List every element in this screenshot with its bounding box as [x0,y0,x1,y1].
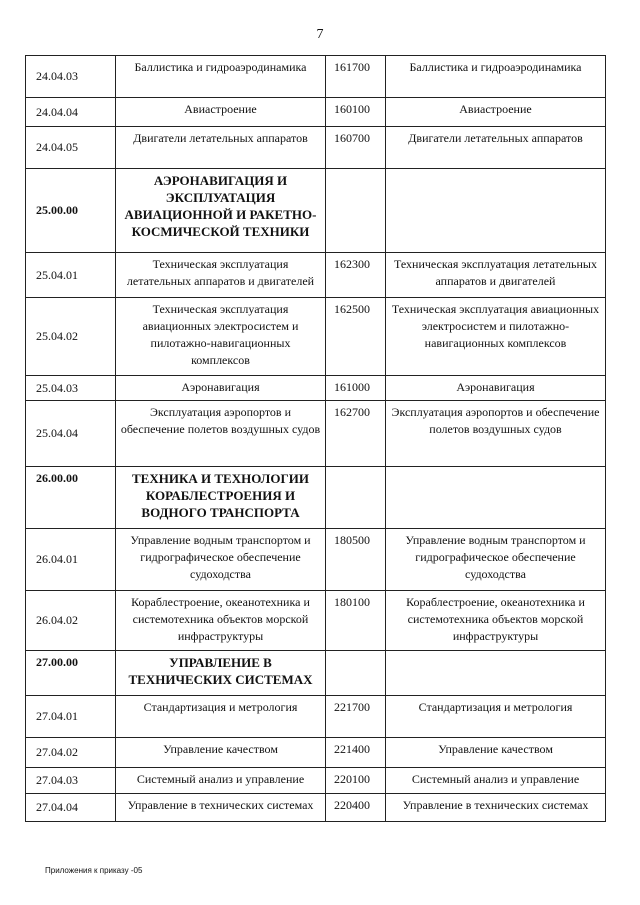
code-cell: 27.04.03 [26,768,116,794]
code-cell: 25.04.01 [26,253,116,298]
old-name-cell: Управление водным транспортом и гидрографическое обеспечение судоходства [386,529,606,591]
code-cell: 25.04.04 [26,401,116,467]
code-cell: 27.04.01 [26,696,116,738]
name-cell: Баллистика и гидроаэродинамика [116,56,326,98]
table-row [26,376,606,401]
name-cell: Техническая эксплуатация летательных аппаратов и двигателей [116,253,326,298]
old-code-cell: 180100 [326,591,386,651]
old-name-cell [386,169,606,253]
group-code-cell: 26.00.00 [26,467,116,529]
old-name-cell: Техническая эксплуатация летательных аппаратов и двигателей [386,253,606,298]
group-name-cell: УПРАВЛЕНИЕ В ТЕХНИЧЕСКИХ СИСТЕМАХ [116,651,326,696]
old-code-cell: 180500 [326,529,386,591]
table-row [26,768,606,794]
old-name-cell: Управление качеством [386,738,606,768]
old-name-cell: Баллистика и гидроаэродинамика [386,56,606,98]
old-name-cell: Кораблестроение, океанотехника и системотехника объектов морской инфраструктуры [386,591,606,651]
group-name-cell: АЭРОНАВИГАЦИЯ И ЭКСПЛУАТАЦИЯ АВИАЦИОННОЙ И РАКЕТНО-КОСМИЧЕСКОЙ ТЕХНИКИ [116,169,326,253]
old-code-cell: 221700 [326,696,386,738]
name-cell: Кораблестроение, океанотехника и системотехника объектов морской инфраструктуры [116,591,326,651]
group-code-cell: 27.00.00 [26,651,116,696]
old-name-cell: Двигатели летательных аппаратов [386,127,606,169]
name-cell: Управление водным транспортом и гидрографическое обеспечение судоходства [116,529,326,591]
old-name-cell: Техническая эксплуатация авиационных электросистем и пилотажно-навигационных комплексов [386,298,606,376]
code-cell: 27.04.04 [26,794,116,822]
code-cell: 25.04.03 [26,376,116,401]
old-name-cell: Управление в технических системах [386,794,606,822]
page-number: 7 [316,27,324,42]
code-cell: 25.04.02 [26,298,116,376]
table-row [26,298,606,376]
group-code-cell: 25.00.00 [26,169,116,253]
old-code-cell: 160700 [326,127,386,169]
table-row [26,794,606,822]
old-name-cell: Системный анализ и управление [386,768,606,794]
old-name-cell: Аэронавигация [386,376,606,401]
code-cell: 24.04.04 [26,98,116,127]
old-code-cell: 220400 [326,794,386,822]
table-group-row [26,169,606,253]
old-code-cell: 162500 [326,298,386,376]
table-row [26,56,606,98]
name-cell: Эксплуатация аэропортов и обеспечение полетов воздушных судов [116,401,326,467]
old-code-cell: 161000 [326,376,386,401]
table-row [26,591,606,651]
table-group-row [26,467,606,529]
code-cell: 24.04.05 [26,127,116,169]
code-cell: 27.04.02 [26,738,116,768]
table-row [26,529,606,591]
table-row [26,738,606,768]
old-code-cell [326,169,386,253]
code-cell: 26.04.02 [26,591,116,651]
old-name-cell: Стандартизация и метрология [386,696,606,738]
code-cell: 24.04.03 [26,56,116,98]
group-name-cell: ТЕХНИКА И ТЕХНОЛОГИИ КОРАБЛЕСТРОЕНИЯ И ВОДНОГО ТРАНСПОРТА [116,467,326,529]
table-group-row [26,651,606,696]
old-name-cell: Эксплуатация аэропортов и обеспечение полетов воздушных судов [386,401,606,467]
old-code-cell: 162300 [326,253,386,298]
old-code-cell: 220100 [326,768,386,794]
old-name-cell [386,651,606,696]
table-row [26,127,606,169]
name-cell: Техническая эксплуатация авиационных электросистем и пилотажно-навигационных комплексов [116,298,326,376]
old-name-cell: Авиастроение [386,98,606,127]
old-code-cell: 160100 [326,98,386,127]
name-cell: Управление качеством [116,738,326,768]
code-cell: 26.04.01 [26,529,116,591]
name-cell: Системный анализ и управление [116,768,326,794]
old-code-cell [326,467,386,529]
name-cell: Стандартизация и метрология [116,696,326,738]
name-cell: Управление в технических системах [116,794,326,822]
specialties-table [25,55,606,822]
footer-note: Приложения к приказу -05 [45,866,143,875]
table-row [26,696,606,738]
name-cell: Авиастроение [116,98,326,127]
old-code-cell [326,651,386,696]
name-cell: Двигатели летательных аппаратов [116,127,326,169]
table-row [26,98,606,127]
old-code-cell: 221400 [326,738,386,768]
old-code-cell: 162700 [326,401,386,467]
table-row [26,401,606,467]
old-name-cell [386,467,606,529]
old-code-cell: 161700 [326,56,386,98]
table-row [26,253,606,298]
name-cell: Аэронавигация [116,376,326,401]
